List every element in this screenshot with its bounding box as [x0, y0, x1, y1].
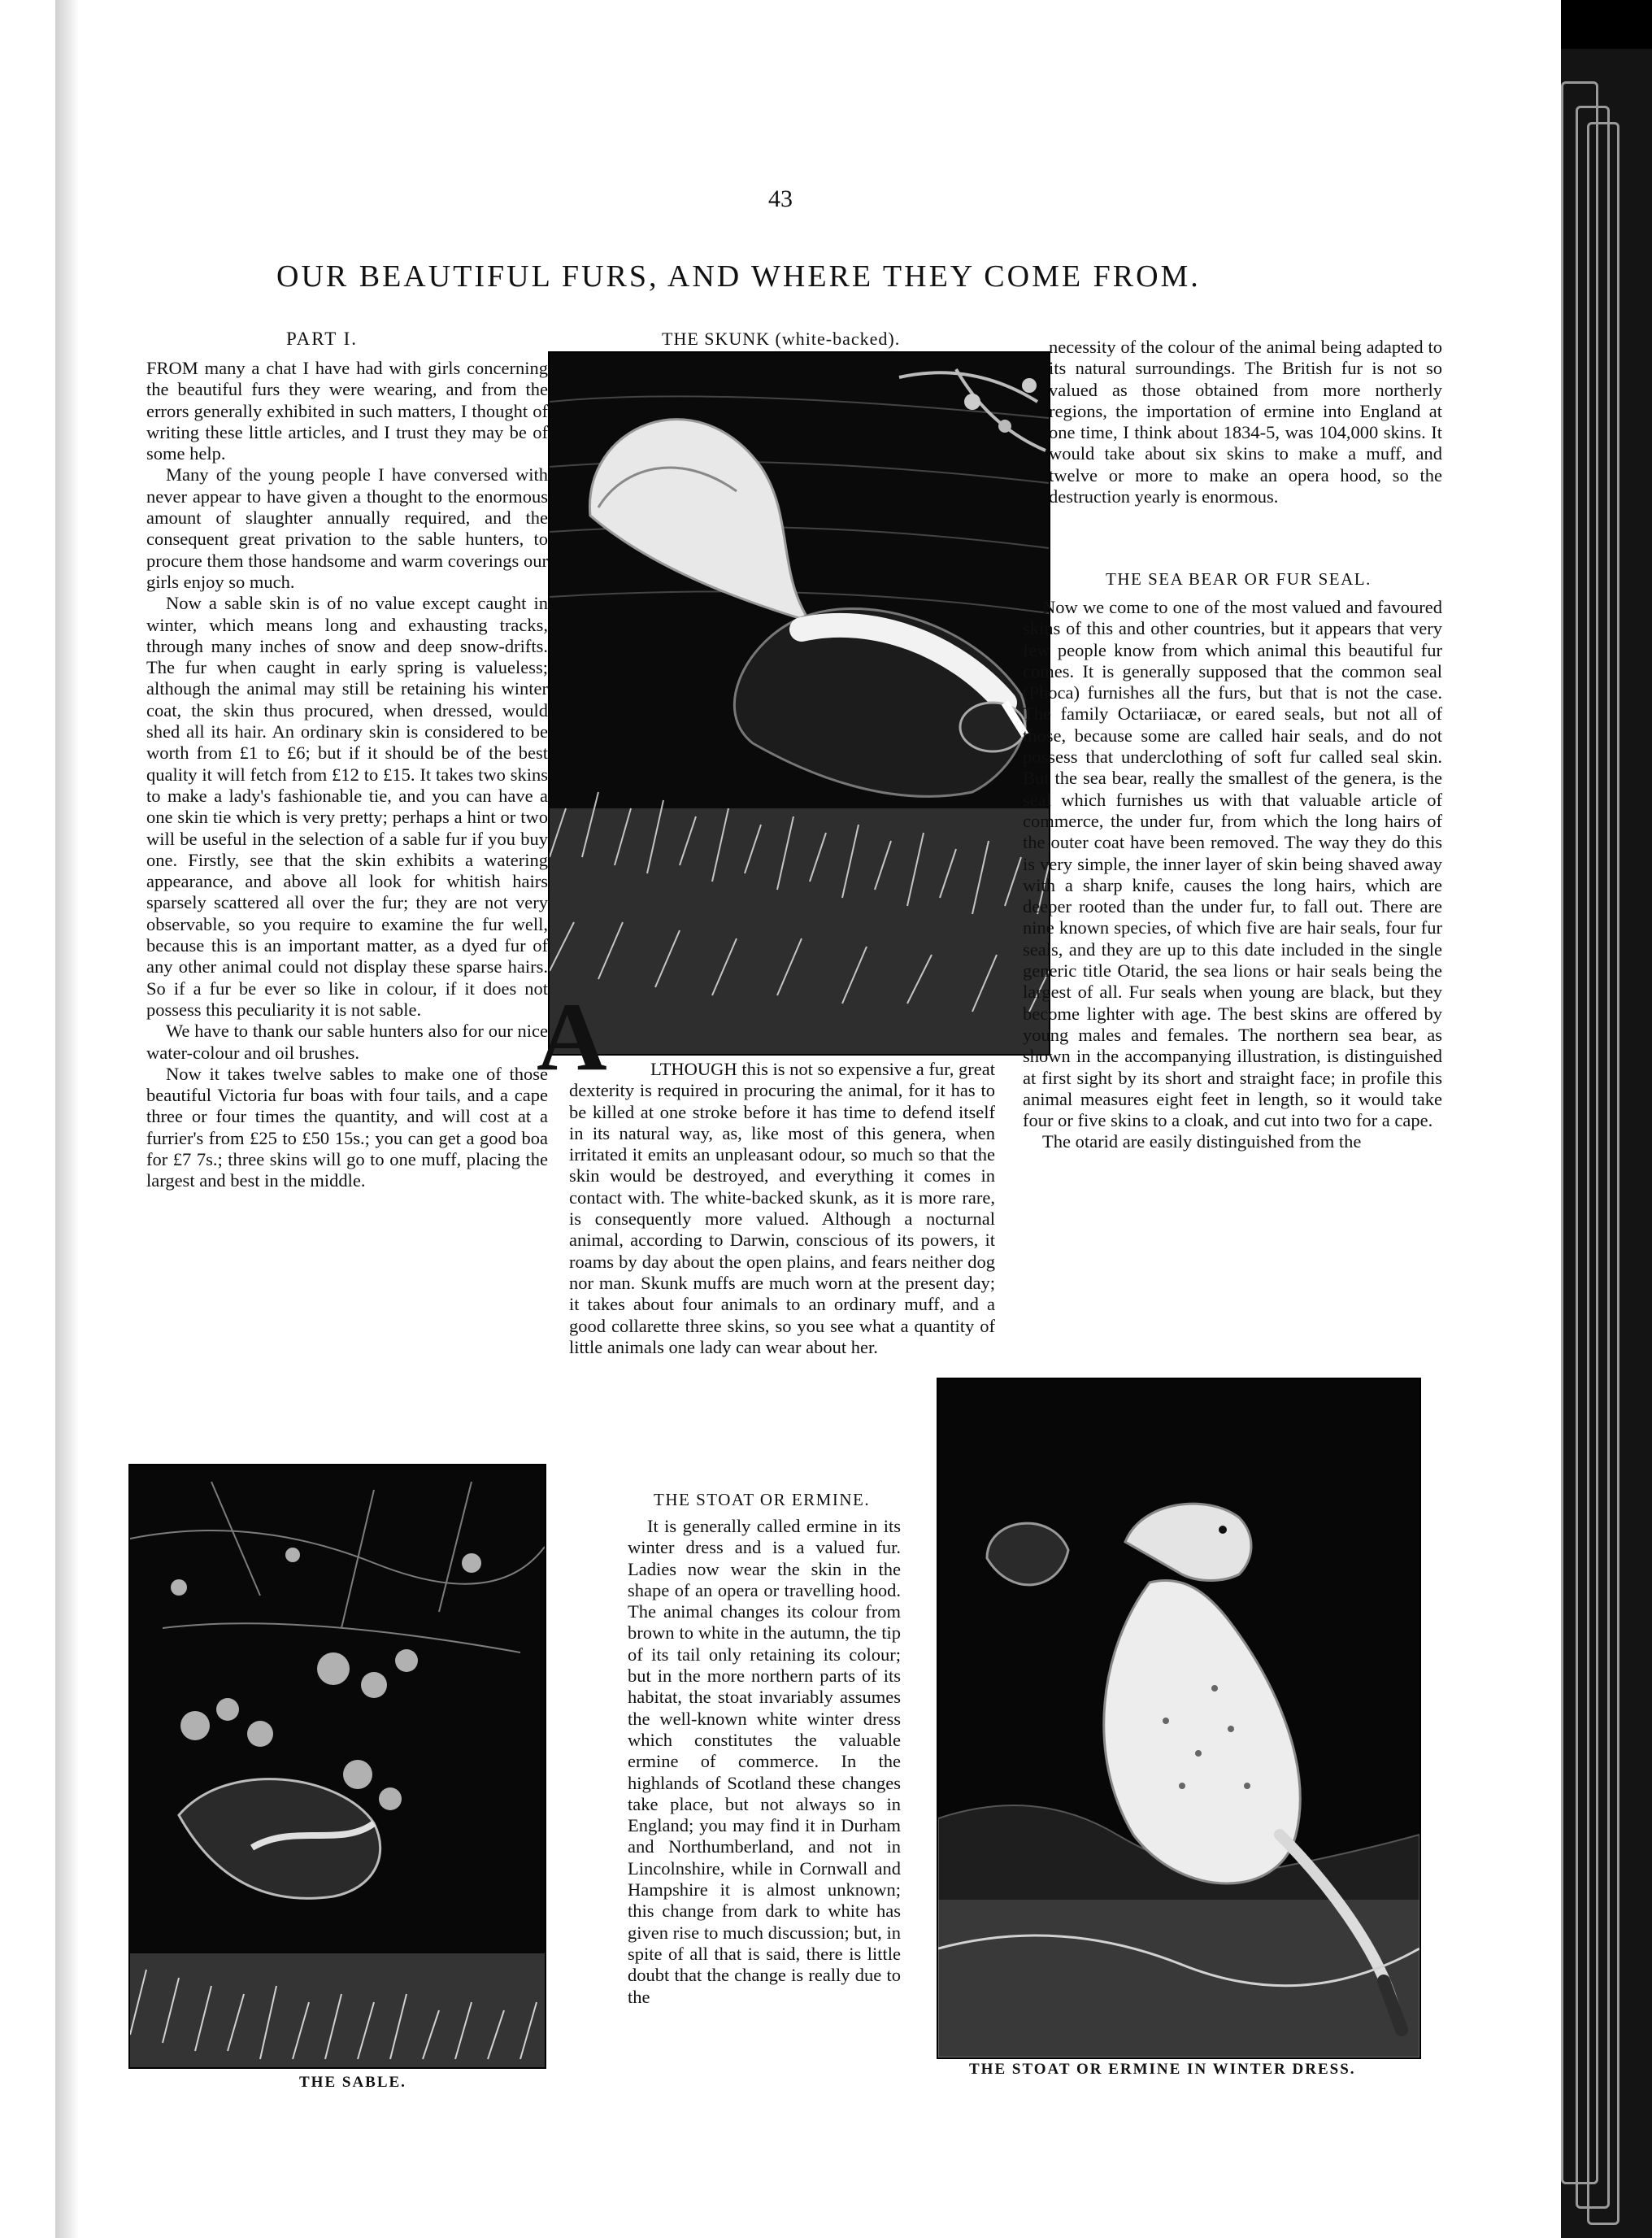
right-column — [1023, 597, 1442, 1153]
page-number: 43 — [768, 185, 793, 212]
skunk-text — [569, 1059, 995, 1358]
skunk-engraving — [550, 353, 1049, 1054]
article-title: OUR BEAUTIFUL FURS, AND WHERE THEY COME FROM. — [276, 259, 1201, 294]
stoat-caption: THE STOAT OR ERMINE IN WINTER DRESS. — [969, 2061, 1356, 2078]
stoat-text — [628, 1516, 901, 2008]
skunk-heading: THE SKUNK (white-backed). — [662, 329, 901, 349]
paragraph: FROM many a chat I have had with girls concerning the beautiful furs they were wearing, and from the errors generally exhibited in such matters, I thought of writing these little articles, and I trust they may be of some help. — [146, 358, 548, 464]
paragraph: Now it takes twelve sables to make one of those beautiful Victoria fur boas with four tails, and a cape three or four times the quantity, and will cost at a furrier's from £25 to £50 15s.; you can get a good boa for £7 7s.; three skins will go to one muff, placing the largest and best in the middle. — [146, 1063, 548, 1191]
sable-caption: THE SABLE. — [299, 2074, 406, 2091]
paragraph: It is generally called ermine in its winter dress and is a valued fur. Ladies now wear the skin in the shape of an opera or travelling hood. The animal changes its colour from brown to white in the autumn, the tip of its tail only retaining its colour; but in the more northern parts of its habitat, the stoat invariably assumes the well-known white winter dress which constitutes the valuable ermine of commerce. In the highlands of Scotland these changes take place, but not always so in England; you may find it in Durham and Northumberland, and not in Lincolnshire, while in Cornwall and Hampshire it is almost unknown; this change from dark to white has given rise to much discussion; but, in spite of all that is said, there is little doubt that the change is really due to the — [628, 1516, 901, 2007]
gutter-shadow — [55, 0, 80, 2238]
paragraph: Now a sable skin is of no value except caught in winter, which means long and exhausting tracks, through many inches of snow and deep snow-drifts. The fur when caught in early spring is valueless; although the animal may still be retaining his winter coat, the skin thus procured, when dressed, would shed all its hair. An ordinary skin is considered to be worth from £1 to £6; but if it should be of the best quality it will fetch from £12 to £15. It takes two skins to make a lady's fashionable tie, and you can have a one skin tie which is very pretty; perhaps a hint or two will be useful in the selection of a sable fur if you buy one. Firstly, see that the skin exhibits a watering appearance, and above all look for whitish hairs sparsely scattered all over the fur; they are not very observable, so you require to examine the fur well, because this is an important matter, as a dyed fur of any other animal could not display these sparse hairs. So if a fur be ever so like in colour, if it does not possess this peculiarity it is not sable. — [146, 593, 548, 1020]
sable-engraving — [130, 1465, 545, 2067]
paragraph: necessity of the colour of the animal being adapted to its natural surroundings. The British fur is not so valued as those obtained from more northerly regions, the importation of ermine into England at one time, I think about 1834-5, was 104,000 skins. It would take about six skins to make a muff, and twelve or more to make an opera hood, so the destruction yearly is enormous. — [1049, 337, 1442, 507]
fur-seal-heading: THE SEA BEAR OR FUR SEAL. — [1106, 569, 1372, 589]
part-heading: PART I. — [286, 329, 359, 349]
stoat-illustration — [937, 1378, 1421, 2059]
left-column — [146, 358, 548, 1192]
skunk-illustration — [548, 351, 1050, 1056]
sable-illustration — [128, 1464, 546, 2069]
paragraph: LTHOUGH this is not so expensive a fur, great dexterity is required in procuring the animal, for it has to be killed at one stroke before it has time to defend itself in its natural way, as, like most of this genera, when irritated it emits an unpleasant odour, so much so that the skin would be destroyed, and everything it comes in contact with. The white-backed skunk, as it is more rare, is consequently more valued. Although a nocturnal animal, according to Darwin, conscious of its powers, it roams by day about the open plains, and fears neither dog nor man. Skunk muffs are much worn at the present day; it takes about four animals to an ordinary muff, and a good collarette three skins, so you see what a quantity of little animals one lady can wear about her. — [569, 1059, 995, 1357]
drop-cap: A — [537, 982, 607, 1091]
stoat-heading: THE STOAT OR ERMINE. — [654, 1490, 871, 1509]
right-column-intro — [1049, 337, 1442, 507]
paragraph: Now we come to one of the most valued and favoured skins of this and other countries, but it appears that very few people know from which animal this beautiful fur comes. It is generally supposed that the common seal (Phoca) furnishes all the furs, but that is not the case. The family Octariiacæ, or eared seals, but not all of those, because some are called hair seals, and do not possess that underclothing of soft fur called seal skin. But the sea bear, really the smallest of the genera, is the seal which furnishes us with that valuable article of commerce, the under fur, from which the long hairs of the outer coat have been removed. The way they do this is very simple, the inner layer of skin being shaved away with a sharp knife, causes the long hairs, which are deeper rooted than the under fur, to fall out. There are nine known species, of which five are hair seals, four fur seals, and they are up to this date included in the single generic title Otarid, the sea lions or hair seals being the largest of all. Fur seals when young are black, but they become lighter with age. The best skins are offered by young males and females. The northern sea bear, as shown in the accompanying illustration, is distinguished at first sight by its short and straight face; in profile this animal measures eight feet in length, so it would take four or five skins to a cloak, and cut into two for a cape. — [1023, 597, 1442, 1131]
stoat-engraving — [938, 1379, 1419, 2057]
page-leaf — [1587, 122, 1619, 2225]
paragraph: We have to thank our sable hunters also for our nice water-colour and oil brushes. — [146, 1021, 548, 1063]
paragraph: Many of the young people I have conversed with never appear to have given a thought to the enormous amount of slaughter annually required, and the consequent great privation to the sable hunters, to procure them those handsome and warm coverings our girls enjoy so much. — [146, 464, 548, 592]
paragraph: The otarid are easily distinguished from the — [1042, 1131, 1362, 1152]
